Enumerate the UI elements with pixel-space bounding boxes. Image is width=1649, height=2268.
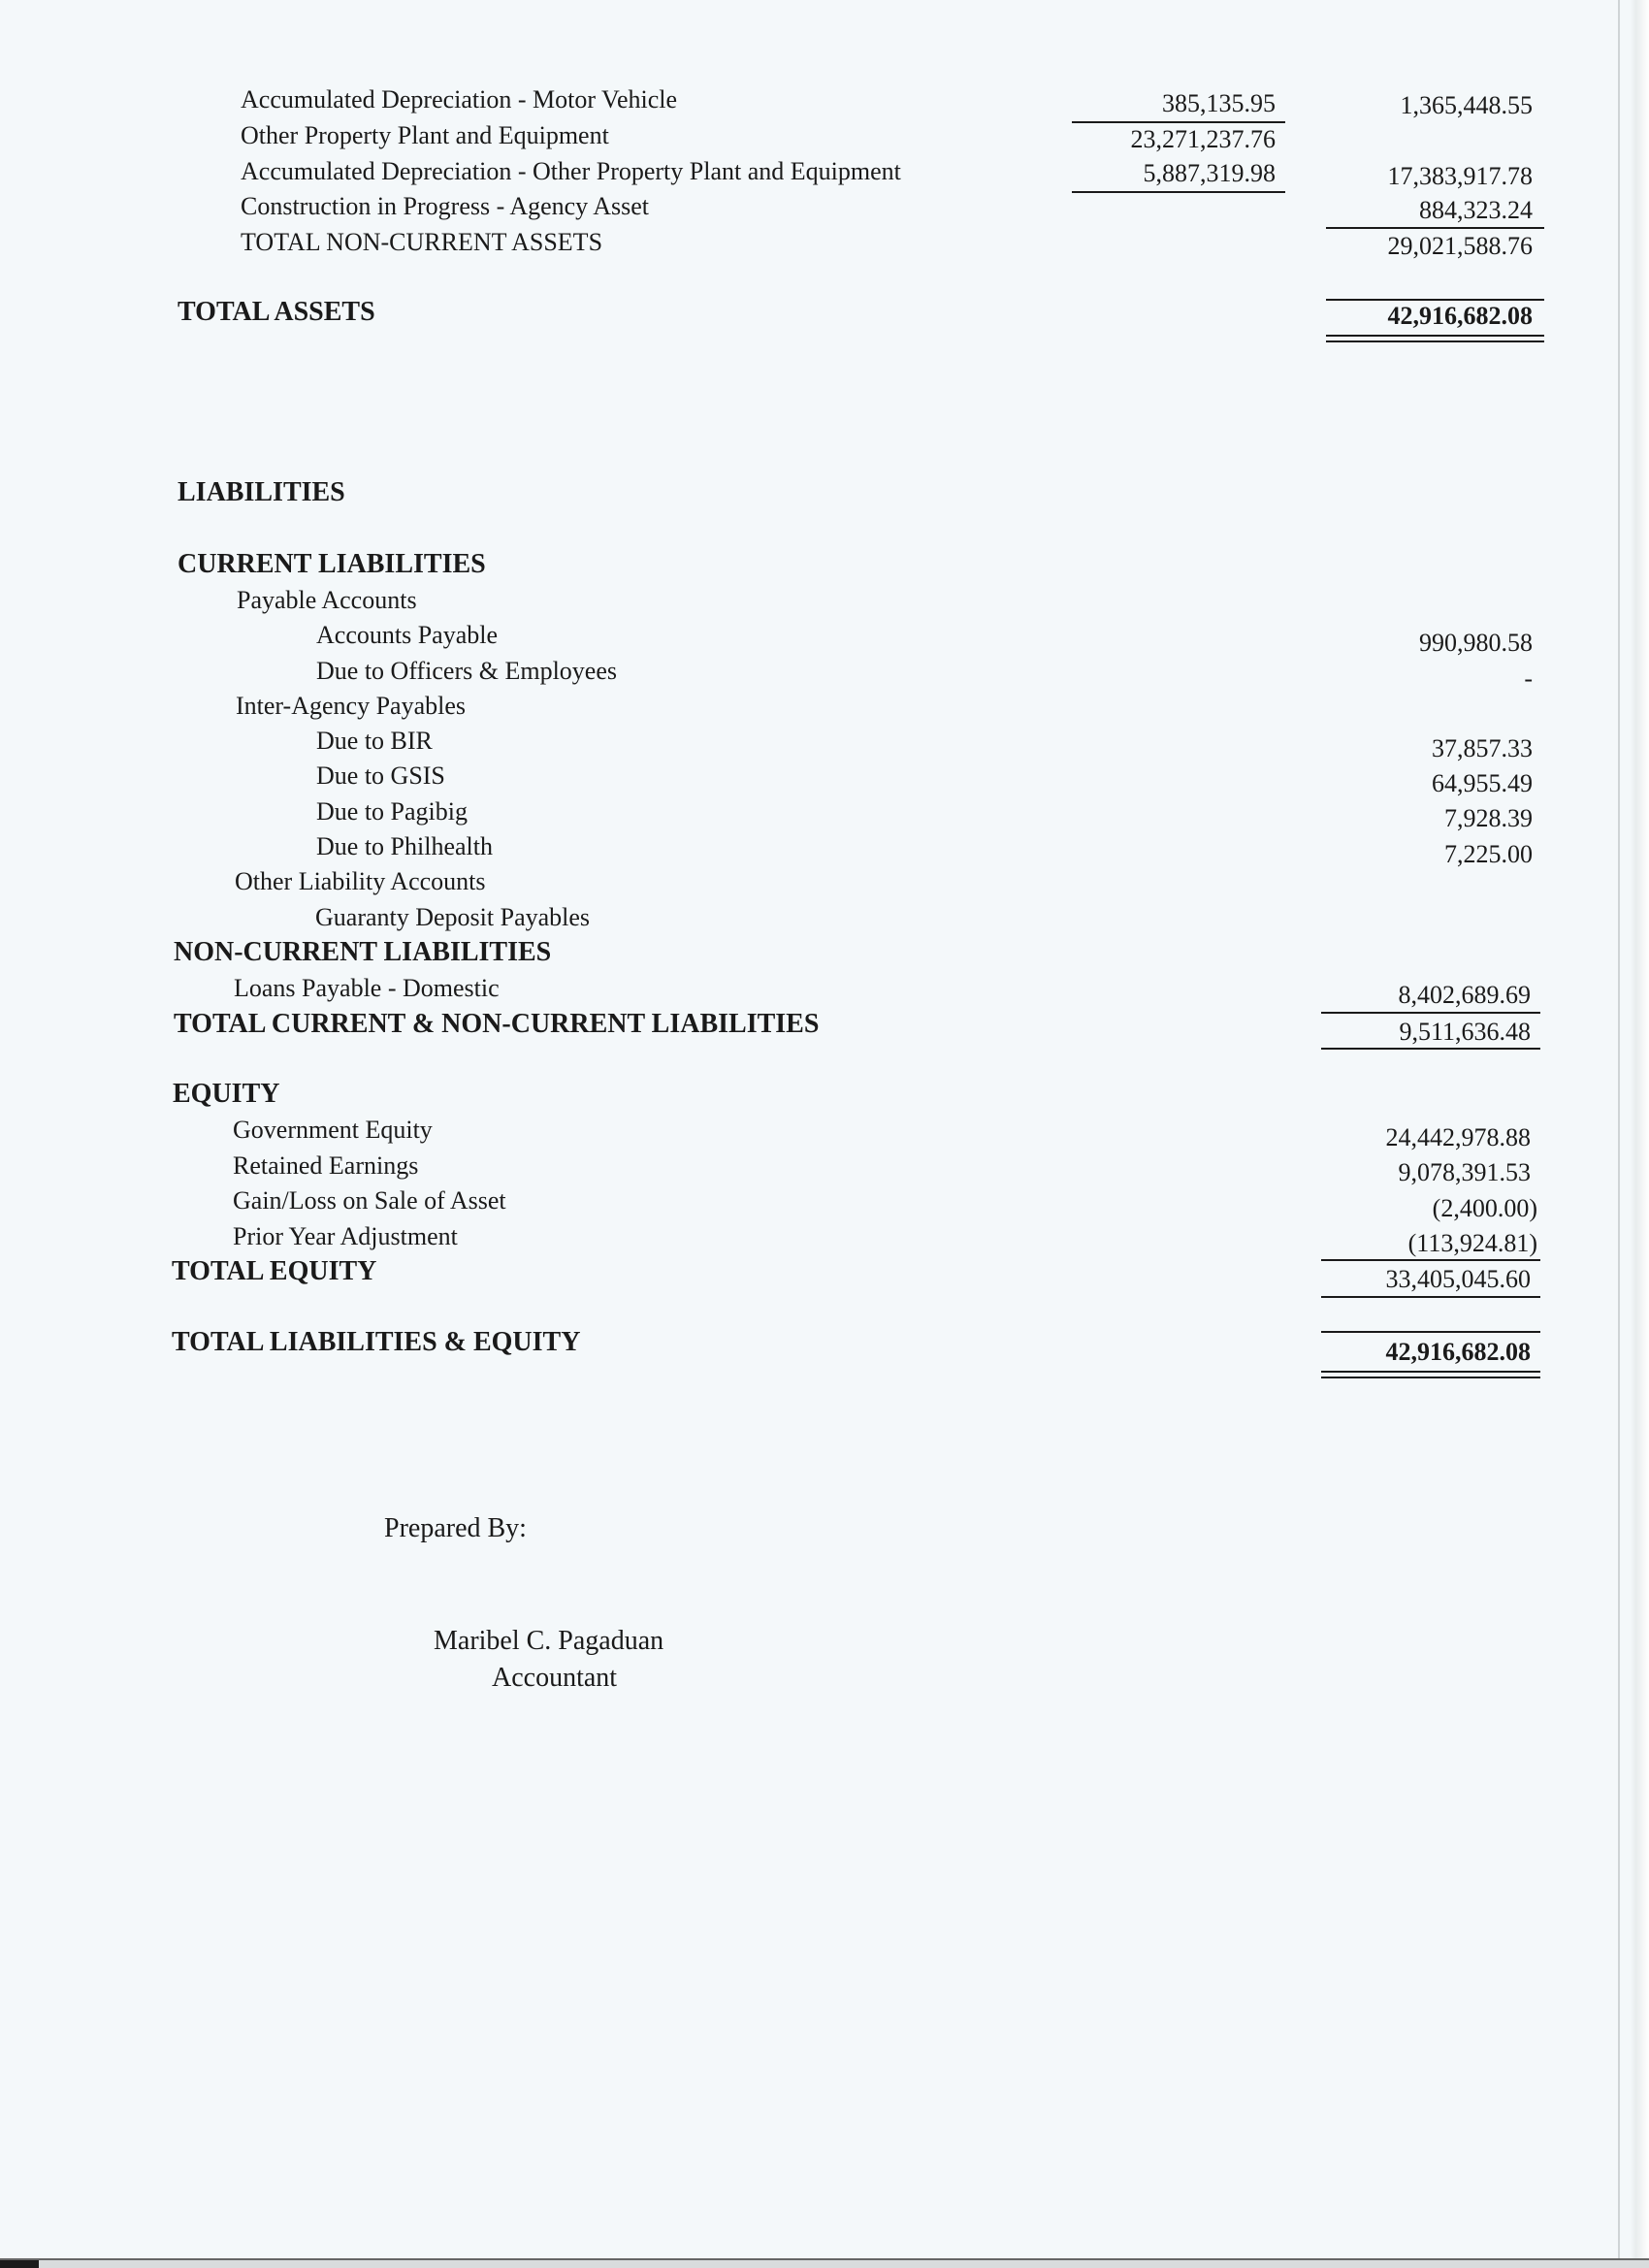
total-liabilities-label: TOTAL CURRENT & NON-CURRENT LIABILITIES xyxy=(174,1009,820,1039)
total-equity-label: TOTAL EQUITY xyxy=(172,1256,377,1286)
scan-edge xyxy=(0,2260,39,2268)
double-underline xyxy=(1321,1371,1540,1378)
loans-payable-label: Loans Payable - Domestic xyxy=(234,974,500,1002)
retained-earnings-value: 9,078,391.53 xyxy=(1398,1158,1531,1186)
due-pagibig-label: Due to Pagibig xyxy=(316,797,468,826)
amount-construction-in-progress: 884,323.24 xyxy=(1419,196,1533,224)
noncurrent-liabilities-heading: NON-CURRENT LIABILITIES xyxy=(174,937,552,967)
payable-accounts-label: Payable Accounts xyxy=(237,586,417,614)
due-gsis-value: 64,955.49 xyxy=(1432,769,1533,797)
loans-payable-value: 8,402,689.69 xyxy=(1398,981,1531,1009)
due-officers-value: - xyxy=(1524,664,1533,693)
prior-year-adjustment-label: Prior Year Adjustment xyxy=(233,1222,458,1250)
underline xyxy=(1321,1296,1540,1298)
scan-edge xyxy=(1618,0,1649,2268)
sub-amount-acc-dep-motor-vehicle: 385,135.95 xyxy=(1162,89,1276,117)
due-officers-label: Due to Officers & Employees xyxy=(316,657,617,685)
amount-total-noncurrent-assets: 29,021,588.76 xyxy=(1387,232,1533,260)
underline xyxy=(1321,1048,1540,1050)
sub-amount-other-ppe: 23,271,237.76 xyxy=(1130,125,1276,153)
due-philhealth-label: Due to Philhealth xyxy=(316,832,493,860)
double-underline xyxy=(1326,335,1544,342)
row-label-acc-dep-motor-vehicle: Accumulated Depreciation - Motor Vehicle xyxy=(241,85,678,113)
amount-motor-vehicle-net: 1,365,448.55 xyxy=(1400,91,1533,119)
prepared-by-label: Prepared By: xyxy=(384,1513,527,1543)
current-liabilities-heading: CURRENT LIABILITIES xyxy=(178,549,486,579)
government-equity-value: 24,442,978.88 xyxy=(1385,1123,1531,1151)
total-assets-value: 42,916,682.08 xyxy=(1387,302,1533,330)
row-label-total-noncurrent-assets: TOTAL NON-CURRENT ASSETS xyxy=(241,228,603,256)
underline xyxy=(1072,121,1285,123)
total-liabilities-equity-label: TOTAL LIABILITIES & EQUITY xyxy=(172,1327,581,1357)
total-assets-label: TOTAL ASSETS xyxy=(178,297,375,327)
total-equity-value: 33,405,045.60 xyxy=(1385,1265,1531,1293)
due-pagibig-value: 7,928.39 xyxy=(1444,804,1533,832)
total-liabilities-equity-value: 42,916,682.08 xyxy=(1385,1338,1531,1366)
due-bir-value: 37,857.33 xyxy=(1432,734,1533,762)
equity-heading: EQUITY xyxy=(173,1079,280,1109)
due-philhealth-value: 7,225.00 xyxy=(1444,840,1533,868)
inter-agency-label: Inter-Agency Payables xyxy=(236,692,466,720)
gainloss-value: (2,400.00) xyxy=(1432,1194,1537,1222)
overline xyxy=(1321,1331,1540,1333)
underline xyxy=(1321,1259,1540,1261)
preparer-title: Accountant xyxy=(492,1663,618,1693)
retained-earnings-label: Retained Earnings xyxy=(233,1151,419,1180)
government-equity-label: Government Equity xyxy=(233,1116,433,1144)
liabilities-heading: LIABILITIES xyxy=(178,477,345,507)
row-label-other-ppe: Other Property Plant and Equipment xyxy=(241,121,609,149)
gainloss-label: Gain/Loss on Sale of Asset xyxy=(233,1186,506,1215)
due-gsis-label: Due to GSIS xyxy=(316,761,445,790)
other-liability-label: Other Liability Accounts xyxy=(235,867,486,895)
accounts-payable-value: 990,980.58 xyxy=(1419,629,1533,657)
sub-amount-acc-dep-other-ppe: 5,887,319.98 xyxy=(1143,159,1276,187)
accounts-payable-label: Accounts Payable xyxy=(316,621,499,649)
underline xyxy=(1072,191,1285,193)
prior-year-adjustment-value: (113,924.81) xyxy=(1407,1229,1537,1257)
guaranty-deposit-label: Guaranty Deposit Payables xyxy=(315,903,591,931)
row-label-construction-in-progress: Construction in Progress - Agency Asset xyxy=(241,192,650,220)
due-bir-label: Due to BIR xyxy=(316,727,433,755)
underline xyxy=(1321,1012,1540,1014)
preparer-name: Maribel C. Pagaduan xyxy=(434,1626,664,1656)
row-label-acc-dep-other-ppe: Accumulated Depreciation - Other Property Plant and Equipment xyxy=(241,157,901,185)
scan-edge xyxy=(0,2258,1649,2268)
underline xyxy=(1326,227,1544,229)
total-liabilities-value: 9,511,636.48 xyxy=(1399,1018,1531,1046)
amount-other-ppe-net: 17,383,917.78 xyxy=(1387,162,1533,190)
